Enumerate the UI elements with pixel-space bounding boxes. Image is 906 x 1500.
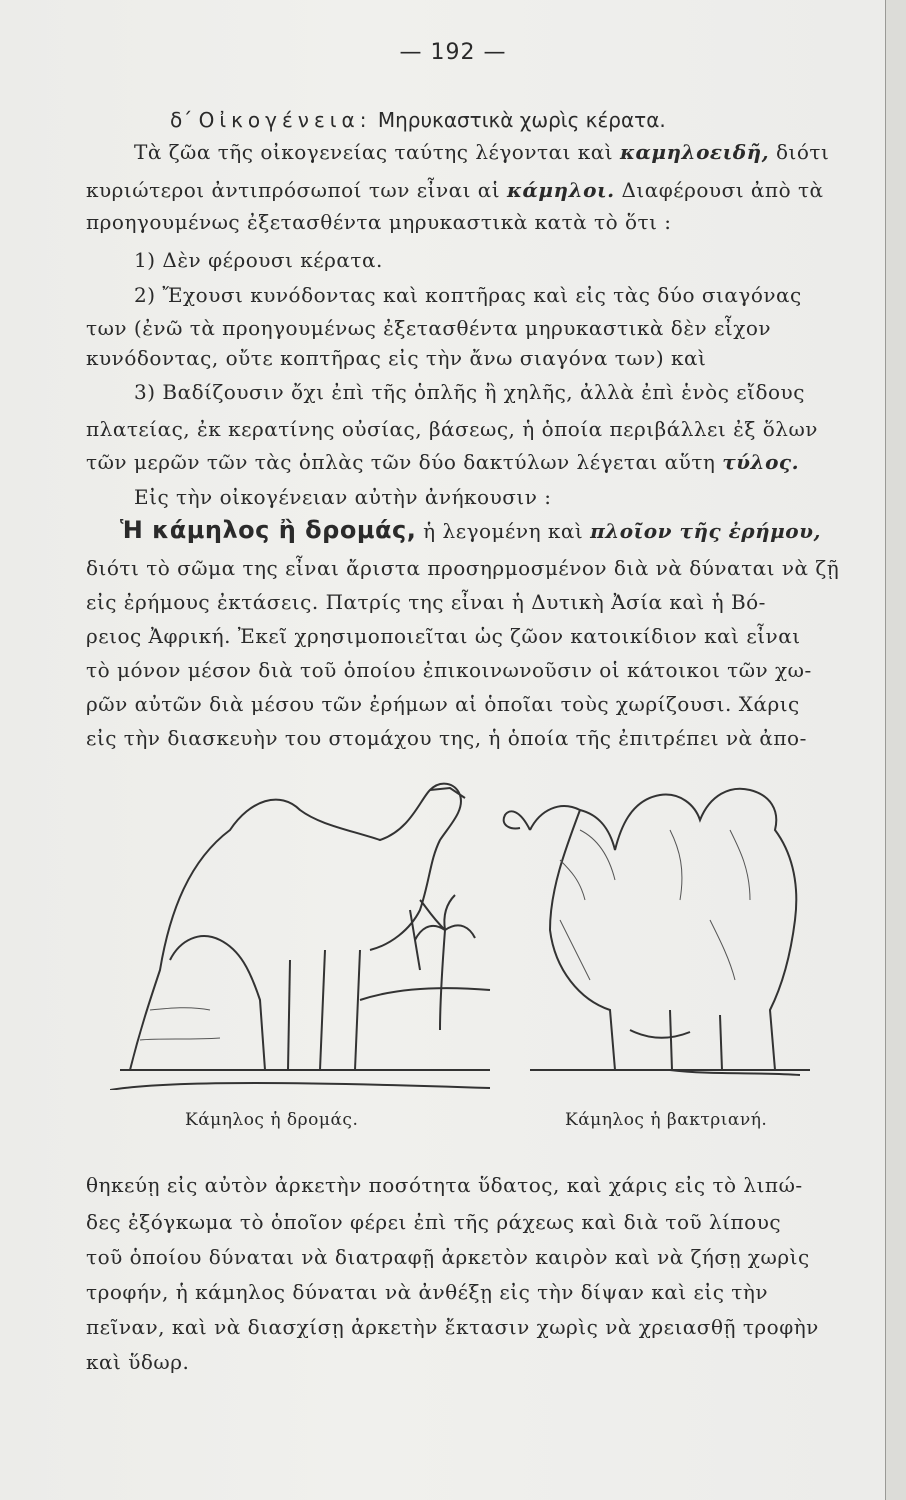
text-line: των (ἐνῶ τὰ προηγουμένως ἐξετασθέντα μηρυκαστικὰ δὲν εἶχον — [86, 316, 772, 340]
section-heading — [170, 108, 666, 132]
caption-right: Κάμηλος ἡ βακτριανή. — [565, 1110, 768, 1130]
text-line: ρῶν αὐτῶν διὰ μέσου τῶν ἐρήμων αἱ ὁποῖαι τοὺς χωρίζουσι. Χάρις — [86, 692, 800, 716]
text-line: θηκεύῃ εἰς αὐτὸν ἀρκετὴν ποσότητα ὕδατος, καὶ χάρις εἰς τὸ λιπώ- — [86, 1173, 803, 1197]
text-line: τὸ μόνον μέσον διὰ τοῦ ὁποίου ἐπικοινωνοῦσιν οἱ κάτοικοι τῶν χω- — [86, 658, 812, 682]
section-title: Οἰκογένεια: — [198, 108, 372, 132]
camel-illustration — [110, 770, 810, 1090]
text-line: διότι τὸ σῶμα της εἶναι ἄριστα προσηρμοσμένον διὰ νὰ δύναται νὰ ζῇ — [86, 556, 840, 580]
camels-drawing — [110, 770, 810, 1090]
text-line: τοῦ ὁποίου δύναται νὰ διατραφῇ ἀρκετὸν καιρὸν καὶ νὰ ζήσῃ χωρὶς — [86, 1245, 810, 1269]
text-line: ρειος Ἀφρική. Ἐκεῖ χρησιμοποιεῖται ὡς ζῶον κατοικίδιον καὶ εἶναι — [86, 624, 801, 648]
text-line: εἰς τὴν διασκευὴν του στομάχου της, ἡ ὁποία τῆς ἐπιτρέπει νὰ ἀπο- — [86, 726, 807, 750]
list-item: 3) Βαδίζουσιν ὄχι ἐπὶ τῆς ὁπλῆς ἢ χηλῆς, ἀλλὰ ἐπὶ ἑνὸς εἴδους — [134, 380, 805, 404]
text-line: τροφήν, ἡ κάμηλος δύναται νὰ ἀνθέξῃ εἰς τὴν δίψαν καὶ εἰς τὴν — [86, 1280, 768, 1304]
species-name: Ἡ κάμηλος ἢ δρομάς, — [120, 516, 417, 544]
text-line: Εἰς τὴν οἰκογένειαν αὐτὴν ἀνήκουσιν : — [134, 485, 552, 509]
text-line: κυριώτεροι ἀντιπρόσωποί των εἶναι αἱ κάμηλοι. Διαφέρουσι ἀπὸ τὰ — [86, 178, 824, 202]
text-line: καὶ ὕδωρ. — [86, 1350, 190, 1374]
text-line: κυνόδοντας, οὔτε κοπτῆρας εἰς τὴν ἄνω σιαγόνα των) καὶ — [86, 346, 707, 370]
section-subtitle: Μηρυκαστικὰ χωρὶς κέρατα. — [377, 108, 666, 132]
species-alias: πλοῖον τῆς ἐρήμου, — [590, 519, 821, 543]
adjacent-page-edge — [885, 0, 906, 1500]
caption-left: Κάμηλος ἡ δρομάς. — [185, 1110, 359, 1130]
list-item: 1) Δὲν φέρουσι κέρατα. — [134, 248, 383, 272]
text-line: τῶν μερῶν τῶν τὰς ὁπλὰς τῶν δύο δακτύλων λέγεται αὕτη τύλος. — [86, 450, 800, 474]
species-line: Ἡ κάμηλος ἢ δρομάς, ἡ λεγομένη καὶ πλοῖον τῆς ἐρήμου, — [120, 516, 821, 544]
text-line: Τὰ ζῶα τῆς οἰκογενείας ταύτης λέγονται καὶ καμηλοειδῆ, διότι — [134, 140, 830, 164]
text-line: εἰς ἐρήμους ἐκτάσεις. Πατρίς της εἶναι ἡ Δυτικὴ Ἀσία καὶ ἡ Βό- — [86, 590, 766, 614]
text-line: προηγουμένως ἐξετασθέντα μηρυκαστικὰ κατὰ τὸ ὅτι : — [86, 210, 672, 234]
section-prefix: δ΄ — [170, 108, 193, 132]
text-line: πεῖναν, καὶ νὰ διασχίσῃ ἀρκετὴν ἔκτασιν χωρὶς νὰ χρειασθῇ τροφὴν — [86, 1315, 819, 1339]
text-line: δες ἐξόγκωμα τὸ ὁποῖον φέρει ἐπὶ τῆς ράχεως καὶ διὰ τοῦ λίπους — [86, 1210, 782, 1234]
list-item: 2) Ἔχουσι κυνόδοντας καὶ κοπτῆρας καὶ εἰς τὰς δύο σιαγόνας — [134, 283, 802, 307]
text-line: πλατείας, ἐκ κερατίνης οὐσίας, βάσεως, ἡ ὁποία περιβάλλει ἐξ ὅλων — [86, 417, 818, 441]
page-number: — 192 — — [399, 40, 507, 65]
